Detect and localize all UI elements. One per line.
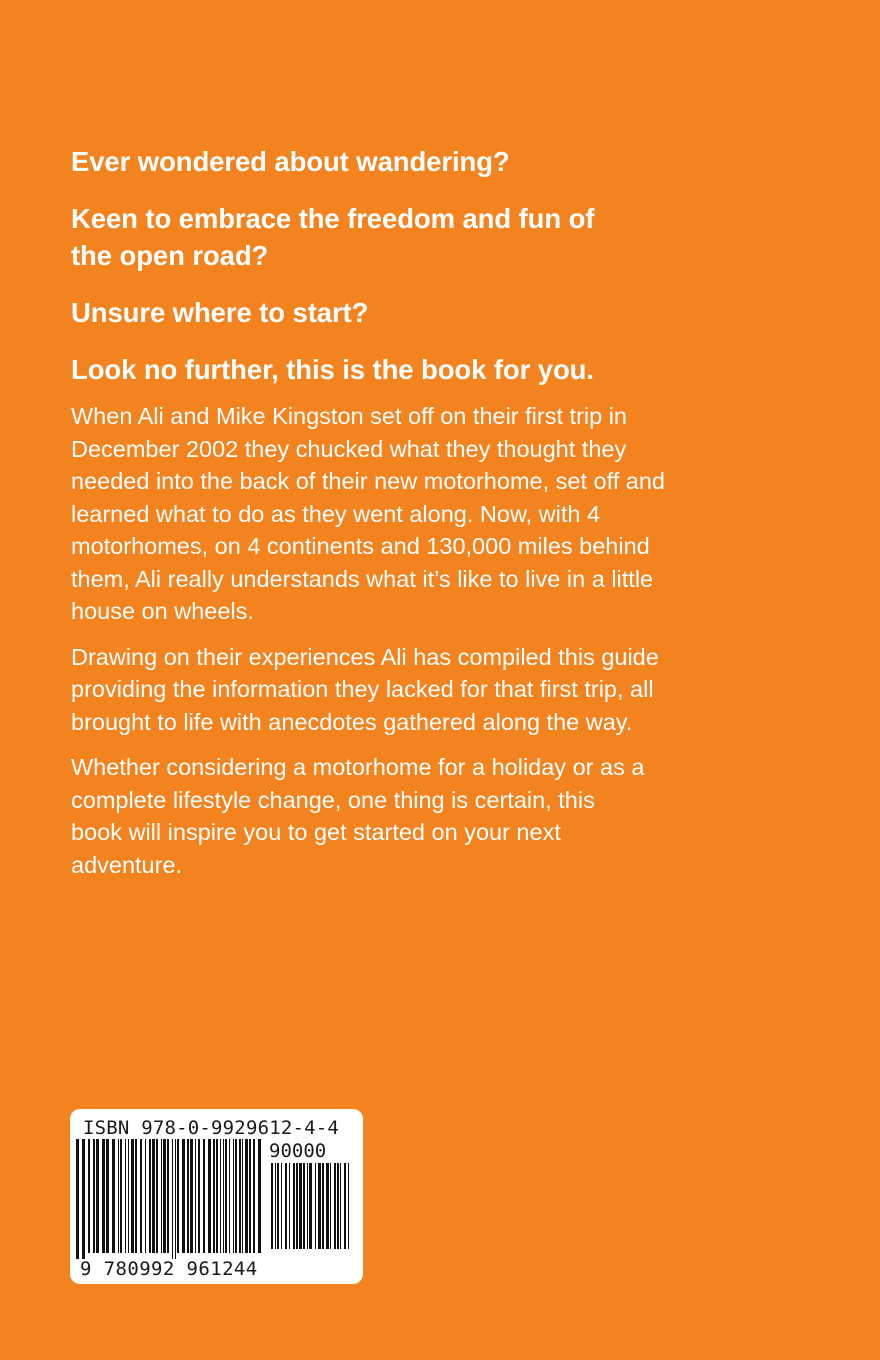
- headline-1: Ever wondered about wandering?: [71, 146, 510, 177]
- isbn-label: ISBN 978-0-9929612-4-4: [83, 1117, 340, 1139]
- ean-digits: 9 780992 961244: [80, 1258, 258, 1280]
- ean-barcode-icon: [74, 1139, 264, 1259]
- headline-3: Unsure where to start?: [71, 297, 369, 328]
- blurb-paragraph-1: When Ali and Mike Kingston set off on their first trip in December 2002 they chucked what they thought they needed into the back of their new motorhome, set off and learned what to do as they went along. Now, with 4 motorhomes, on 4 continents and 130,000 miles behind them, Ali really understands what it’s like to live in a little house on wheels.: [71, 403, 665, 624]
- price-code: 90000: [269, 1140, 327, 1162]
- addon-barcode-icon: [269, 1163, 355, 1255]
- headline-2: Keen to embrace the freedom and fun of the open road?: [71, 203, 595, 271]
- blurb-paragraph-3: Whether considering a motorhome for a holiday or as a complete lifestyle change, one thing is certain, this book will inspire you to get started on your next adventure.: [71, 754, 645, 878]
- blurb-block: [71, 400, 831, 894]
- blurb-paragraph-2: Drawing on their experiences Ali has compiled this guide providing the information they lacked for that first trip, all brought to life with anecdotes gathered along the way.: [71, 643, 659, 735]
- headline-block: [71, 143, 831, 408]
- headline-4: Look no further, this is the book for you.: [71, 354, 594, 385]
- barcode-label: [70, 1109, 363, 1284]
